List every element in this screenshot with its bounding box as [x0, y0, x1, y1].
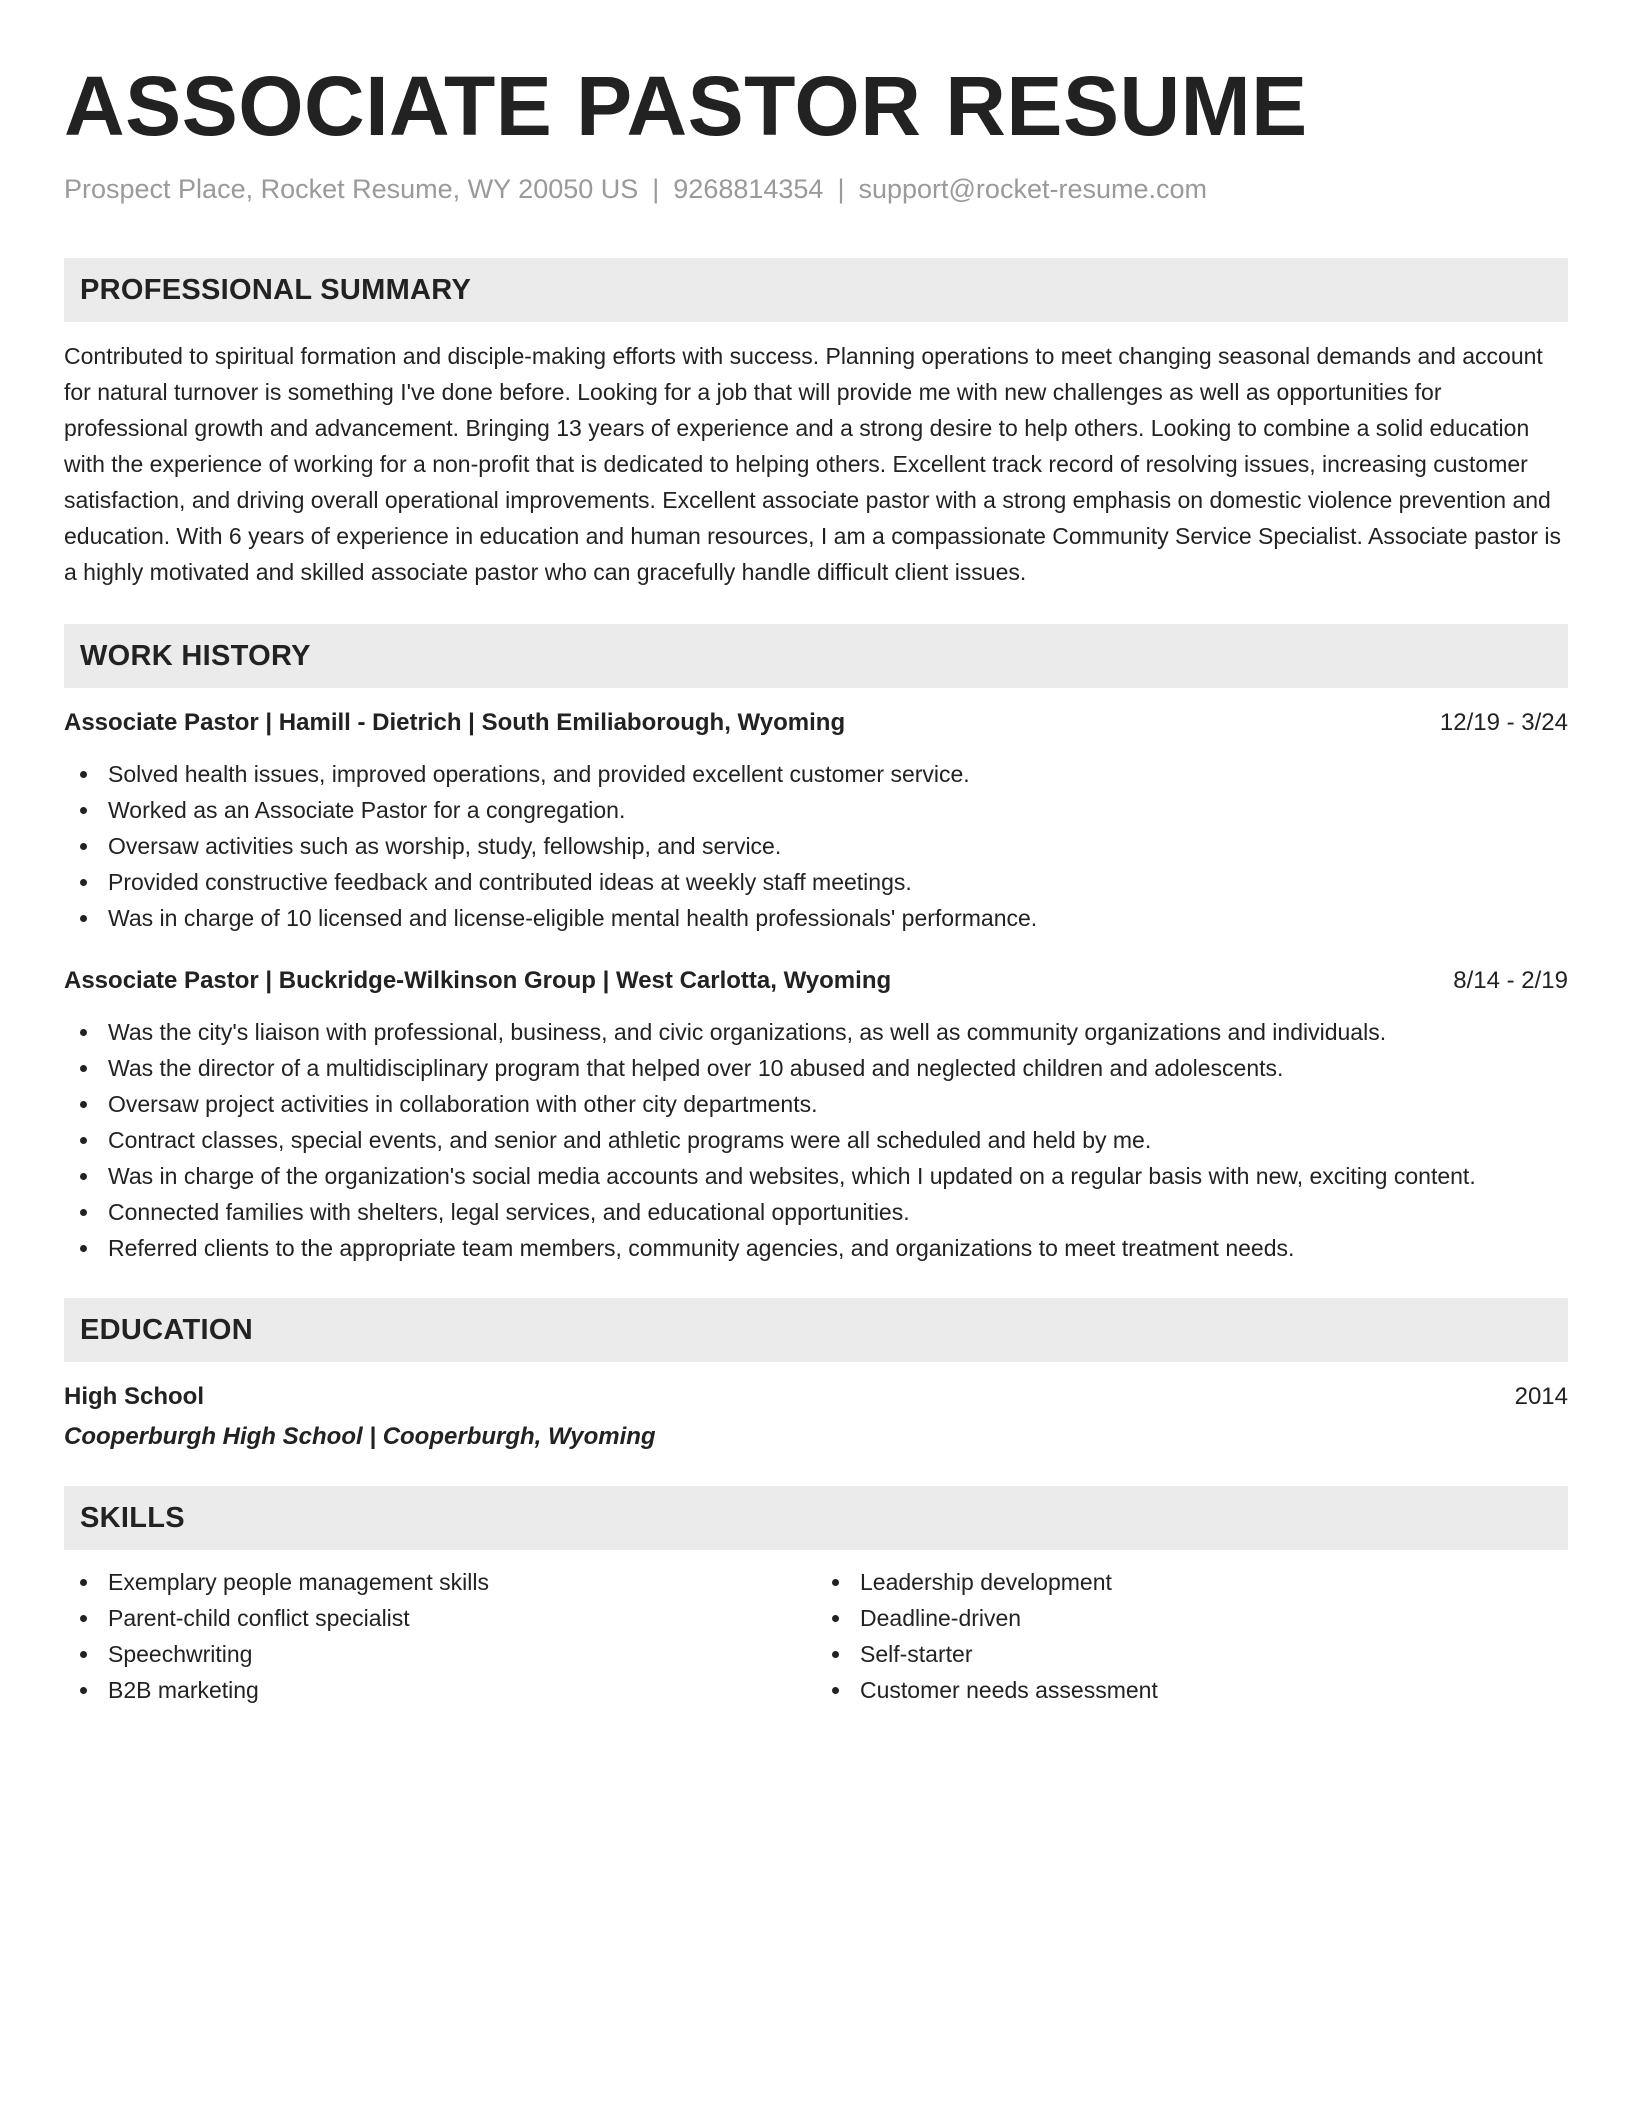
job-bullet: Was the director of a multidisciplinary program that helped over 10 abused and neglected children and adolescents. [64, 1050, 1568, 1086]
skill-item: Leadership development [816, 1564, 1568, 1600]
job-header [64, 964, 1568, 998]
job-title: Associate Pastor | Buckridge-Wilkinson Group | West Carlotta, Wyoming [64, 967, 892, 994]
contact-address: Prospect Place, Rocket Resume, WY 20050 US [64, 174, 639, 204]
education-entry [64, 1380, 1568, 1454]
job-bullets [64, 1014, 1568, 1266]
skills-list [64, 1564, 1568, 1708]
job-bullet: Solved health issues, improved operations, and provided excellent customer service. [64, 756, 1568, 792]
contact-phone: 9268814354 [673, 174, 824, 204]
job-bullet: Contract classes, special events, and senior and athletic programs were all scheduled and held by me. [64, 1122, 1568, 1158]
contact-separator: | [837, 174, 845, 204]
education-header [64, 1380, 1568, 1414]
skill-item: Exemplary people management skills [64, 1564, 816, 1600]
job-title: Associate Pastor | Hamill - Dietrich | South Emiliaborough, Wyoming [64, 709, 846, 736]
contact-email: support@rocket-resume.com [858, 174, 1207, 204]
job-entry [64, 964, 1568, 1266]
job-entry [64, 706, 1568, 936]
skill-item: Customer needs assessment [816, 1672, 1568, 1708]
job-bullet: Worked as an Associate Pastor for a congregation. [64, 792, 1568, 828]
skills-column-left [64, 1564, 816, 1708]
education-degree: High School [64, 1383, 204, 1410]
job-bullet: Was the city's liaison with professional, business, and civic organizations, as well as community organizations and individuals. [64, 1014, 1568, 1050]
job-dates: 12/19 - 3/24 [1439, 709, 1568, 736]
contact-separator: | [652, 174, 660, 204]
section-header-education: EDUCATION [64, 1298, 1568, 1362]
skill-item: Deadline-driven [816, 1600, 1568, 1636]
job-bullets [64, 756, 1568, 936]
job-bullet: Oversaw project activities in collaboration with other city departments. [64, 1086, 1568, 1122]
education-school: Cooperburgh High School | Cooperburgh, Wyoming [64, 1423, 656, 1450]
job-header [64, 706, 1568, 740]
job-bullet: Connected families with shelters, legal services, and educational opportunities. [64, 1194, 1568, 1230]
skill-item: Speechwriting [64, 1636, 816, 1672]
section-header-skills: SKILLS [64, 1486, 1568, 1550]
job-dates: 8/14 - 2/19 [1453, 967, 1568, 994]
summary-text: Contributed to spiritual formation and disciple-making efforts with success. Planning operations to meet changing seasonal demands and account for natural turnover is something I've done before. Looking for a job that will provide me with new challenges as well as opportunities for professional growth and advancement. Bringing 13 years of experience and a strong desire to help others. Looking to combine a solid education with the experience of working for a non-profit that is dedicated to helping others. Excellent track record of resolving issues, increasing customer satisfaction, and driving overall operational improvements. Excellent associate pastor with a strong emphasis on domestic violence prevention and education. With 6 years of experience in education and human resources, I am a compassionate Community Service Specialist. Associate pastor is a highly motivated and skilled associate pastor who can gracefully handle difficult client issues. [64, 343, 1562, 585]
skill-item: Self-starter [816, 1636, 1568, 1672]
section-header-summary: PROFESSIONAL SUMMARY [64, 258, 1568, 322]
resume-title: ASSOCIATE PASTOR RESUME [64, 59, 1308, 153]
job-bullet: Referred clients to the appropriate team members, community agencies, and organizations to meet treatment needs. [64, 1230, 1568, 1266]
skill-item: Parent-child conflict specialist [64, 1600, 816, 1636]
skills-column-right [816, 1564, 1568, 1708]
job-bullet: Provided constructive feedback and contributed ideas at weekly staff meetings. [64, 864, 1568, 900]
contact-line [64, 172, 1568, 206]
job-bullet: Was in charge of 10 licensed and license-eligible mental health professionals' performance. [64, 900, 1568, 936]
job-bullet: Was in charge of the organization's social media accounts and websites, which I updated on a regular basis with new, exciting content. [64, 1158, 1568, 1194]
skill-item: B2B marketing [64, 1672, 816, 1708]
job-bullet: Oversaw activities such as worship, study, fellowship, and service. [64, 828, 1568, 864]
section-header-work-history: WORK HISTORY [64, 624, 1568, 688]
education-year: 2014 [1514, 1383, 1568, 1410]
